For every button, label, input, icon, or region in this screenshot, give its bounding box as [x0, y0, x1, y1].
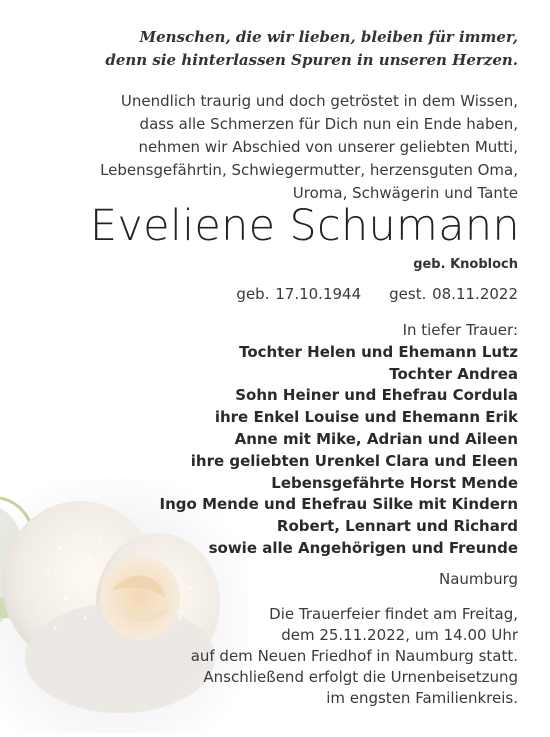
service-line: dem 25.11.2022, um 14.00 Uhr [281, 626, 518, 644]
service-line: im engsten Familienkreis. [326, 689, 518, 707]
quote-line: denn sie hinterlassen Spuren in unseren Herzen. [105, 51, 518, 69]
service-info [191, 604, 518, 709]
service-line: Die Trauerfeier findet am Freitag, [269, 605, 518, 623]
place-name: Naumburg [439, 570, 518, 588]
service-line: Anschließend erfolgt die Urnenbeisetzung [203, 668, 518, 686]
intro-line: Unendlich traurig und doch getröstet in dem Wissen, [120, 92, 518, 110]
service-line: auf dem Neuen Friedhof in Naumburg statt. [190, 647, 518, 665]
mourner-line: ihre Enkel Louise und Ehemann Erik [214, 408, 518, 427]
mourners-heading: In tiefer Trauer: [402, 321, 518, 339]
maiden-name: geb. Knobloch [413, 257, 518, 272]
birth-date: geb. 17.10.1944 [236, 285, 362, 303]
intro-text [100, 90, 518, 205]
memorial-quote [105, 26, 518, 72]
mourner-line: Lebensgefährte Horst Mende [271, 473, 518, 492]
mourner-line: Tochter Andrea [389, 364, 518, 383]
mourner-line: sowie alle Angehörigen und Freunde [208, 538, 518, 557]
mourner-line: Sohn Heiner und Ehefrau Cordula [235, 386, 518, 405]
deceased-name: Eveliene Schumann [89, 201, 520, 251]
intro-line: dass alle Schmerzen für Dich nun ein Ende haben, [139, 115, 518, 133]
intro-line: nehmen wir Abschied von unserer geliebten Mutti, [138, 138, 518, 156]
quote-line: Menschen, die wir lieben, bleiben für immer, [139, 28, 518, 46]
mourners-list [160, 320, 518, 560]
mourner-line: Anne mit Mike, Adrian und Aileen [234, 429, 518, 448]
life-dates [236, 285, 518, 303]
intro-line: Uroma, Schwägerin und Tante [292, 184, 518, 202]
death-date: gest. 08.11.2022 [389, 285, 518, 303]
mourner-line: Tochter Helen und Ehemann Lutz [239, 342, 518, 361]
intro-line: Lebensgefährtin, Schwiegermutter, herzensguten Oma, [100, 161, 518, 179]
mourner-line: Robert, Lennart und Richard [276, 517, 518, 536]
mourner-line: ihre geliebten Urenkel Clara und Eleen [190, 451, 518, 470]
mourner-line: Ingo Mende und Ehefrau Silke mit Kindern [159, 495, 518, 514]
